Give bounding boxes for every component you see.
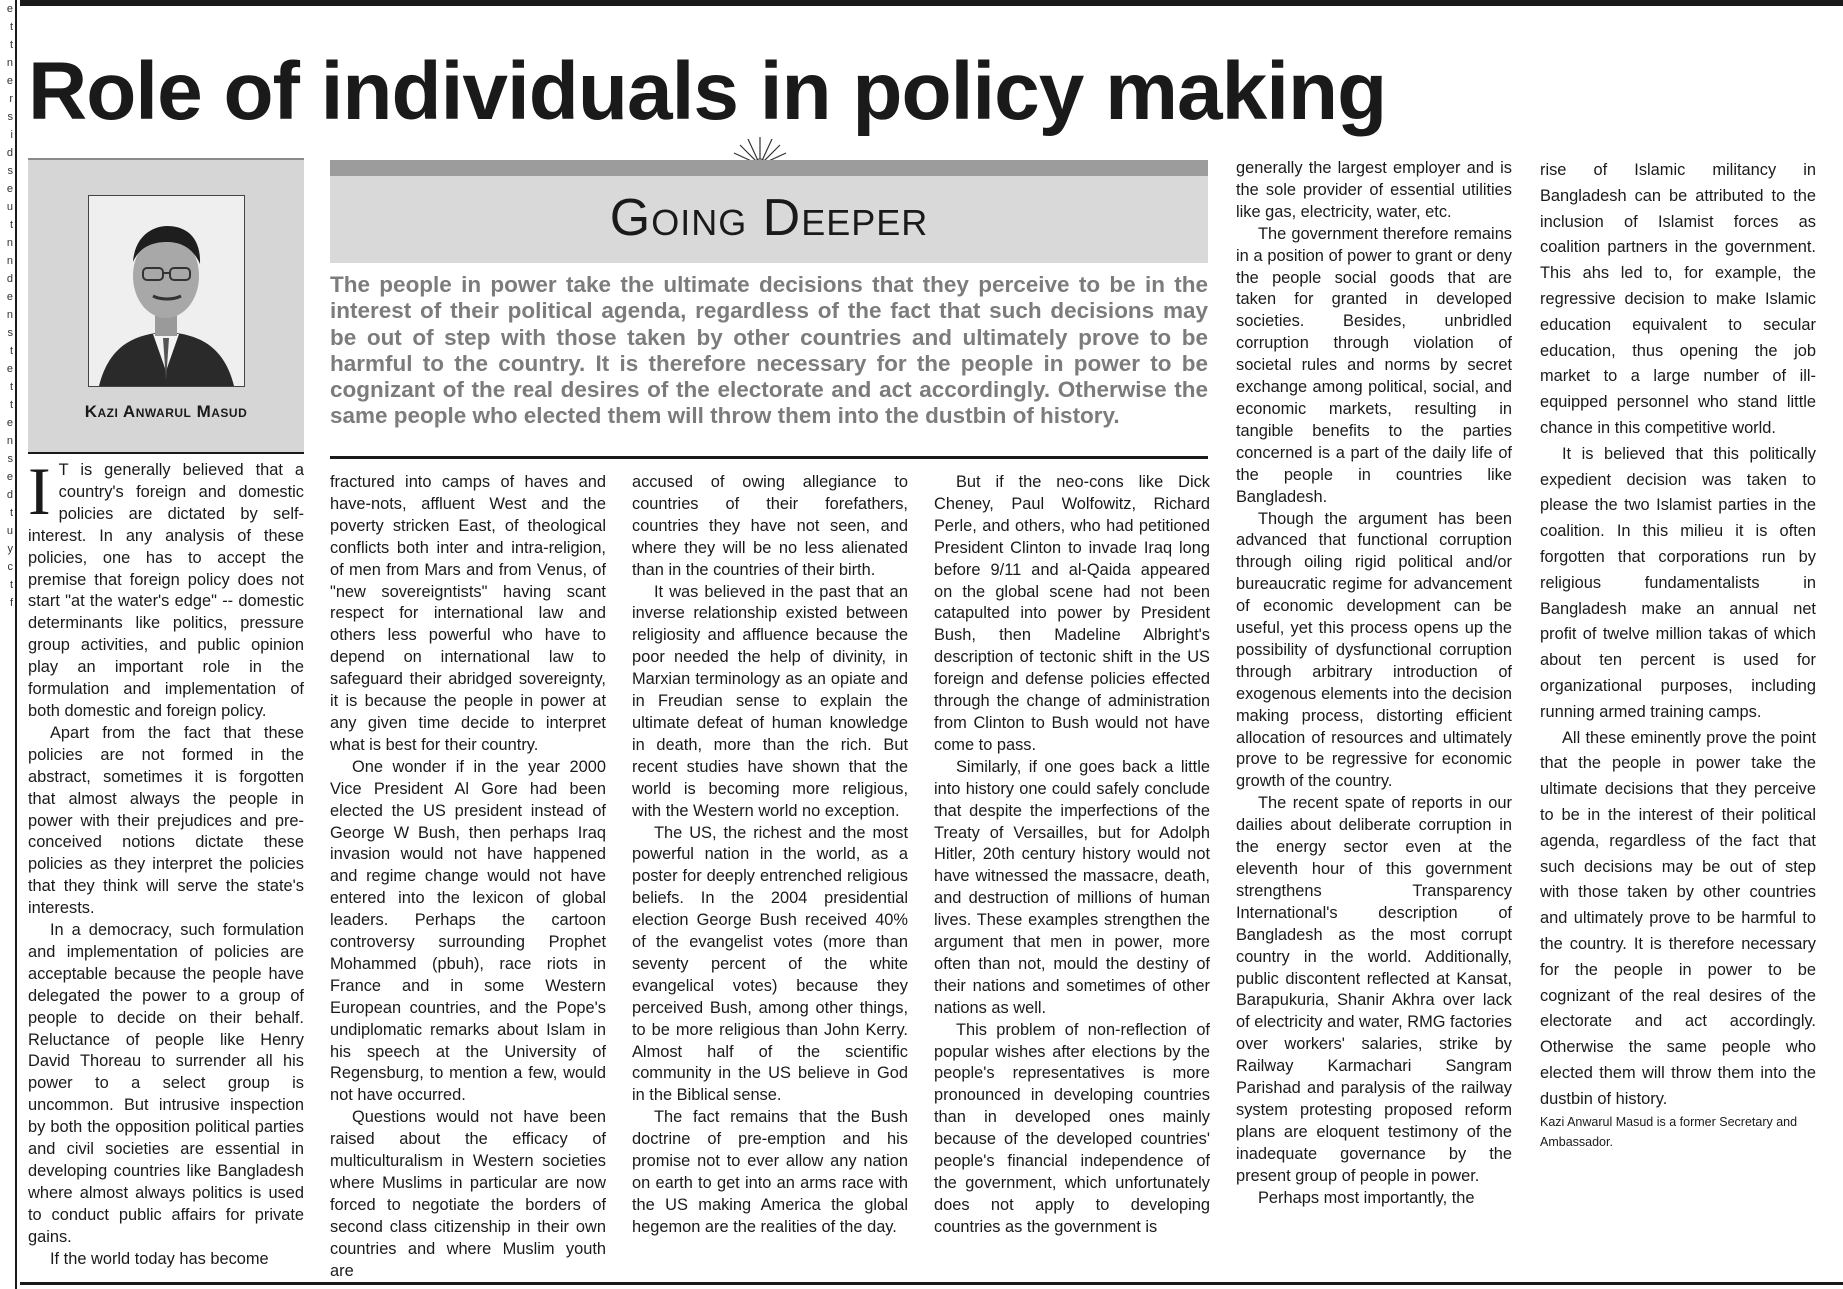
gutter-letter: n xyxy=(6,57,13,69)
paragraph: Questions would not have been raised about the efficacy of multiculturalism in Western societies where Muslims in particular are now forced to negotiate the borders of second class citizenship in their own countries and where Muslim youth are xyxy=(330,1108,606,1280)
gutter-letter: n xyxy=(6,237,13,249)
gutter-letter: t xyxy=(9,345,13,357)
gutter-letter: t xyxy=(9,21,13,33)
column-2 xyxy=(330,472,606,1282)
headline: Role of individuals in policy making xyxy=(28,46,1387,137)
gutter-letter: s xyxy=(7,327,13,339)
banner-stripe xyxy=(330,160,1208,176)
paragraph: It was believed in the past that an inverse relationship existed between religiosity and affluence because the poor needed the help of divinity, in Marxian terminology as an opiate and in Freudian sense to explain the ultimate defeat of human knowledge in death, more than the rich. But recent studies have shown that the world is becoming more religious, with the Western world no exception. xyxy=(632,582,908,820)
gutter-letter: n xyxy=(6,309,13,321)
gutter-letter: s xyxy=(7,165,13,177)
author-credit: Kazi Anwarul Masud is a former Secretary and Ambassador. xyxy=(1540,1115,1798,1150)
column-5 xyxy=(1236,158,1512,1282)
gutter-letter: s xyxy=(7,453,13,465)
paragraph: generally the largest employer and is the sole provider of essential utilities like gas, electricity, water, etc. xyxy=(1236,159,1512,221)
gutter-letter: d xyxy=(6,273,13,285)
paragraph: If the world today has become xyxy=(50,1249,269,1268)
gutter-letter: f xyxy=(9,597,13,609)
gutter-letter: u xyxy=(6,525,13,537)
paragraph: The recent spate of reports in our dailies about deliberate corruption in the energy sector even at the eleventh hour of this government strengthens Transparency International's description of Bangladesh as the most corrupt country in the world. Additionally, public discontent reflected at Kansat, Barapukuria, Shanir Akhra over lack of electricity and water, RMG factories over workers' salaries, strike by Railway Karmachari Sangram Parishad and paralysis of the railway system protesting proposed reform plans are eloquent testimony of the inadequate governance by the present group of people in power. xyxy=(1236,794,1512,1185)
gutter-letter: d xyxy=(6,147,13,159)
paragraph: The government therefore remains in a position of power to grant or deny the people social goods that are taken for granted in developed societies. Besides, unbridled corruption through violation of societal rules and norms by secret exchange among political, social, and economic markets, resulting in tangible benefits to the parties concerned is a part of the daily life of the people in countries like Bangladesh. xyxy=(1236,224,1512,506)
gutter-letter: e xyxy=(6,75,13,87)
paragraph: Similarly, if one goes back a little into history one could safely conclude that despite the imperfections of the Treaty of Versailles, but for Adolph Hitler, 20th century history would not have witnessed the massacre, death, and destruction of millions of human lives. These examples strengthen the argument that men in power, more often than not, mould the destiny of their nations and sometimes of other nations as well. xyxy=(934,757,1210,1017)
column-1 xyxy=(28,460,304,1282)
gutter-letter: n xyxy=(6,435,13,447)
gutter-letter: t xyxy=(9,39,13,51)
gutter-letter: t xyxy=(9,507,13,519)
top-rule xyxy=(20,0,1843,6)
paragraph: All these eminently prove the point that the people in power take the ultimate decisions that they perceive to be in the interest of their political agenda, regardless of the fact that such decisions may be out of step with those taken by other countries and ultimately prove to be harmful to the country. It is therefore necessary for the people in power to be cognizant of the real desires of the electorate and act accordingly. Otherwise the same people who elected them will throw them into the dustbin of history. xyxy=(1540,728,1816,1108)
gutter-letter: t xyxy=(9,399,13,411)
column-3 xyxy=(632,472,908,1282)
paragraph: rise of Islamic militancy in Bangladesh can be attributed to the inclusion of Islamist forces as coalition partners in the government. This ahs led to, for example, the regressive decision to make Islamic education equivalent to secular education, thus opening the job market to a large number of ill-equipped personnel who stand little chance in this competitive world. xyxy=(1540,161,1816,437)
paragraph: In a democracy, such formulation and implementation of policies are acceptable because the people have delegated the power to a group of people to decide on their behalf. Reluctance of people like Henry David Thoreau to surrender all his power to a select group is uncommon. But intrusive inspection by both the opposition political parties and civil societies are essential in developing countries like Bangladesh where almost always politics is used to conduct public affairs for private gains. xyxy=(28,921,304,1246)
paragraph: It is believed that this politically expedient decision was taken to please the two Islamist parties in the coalition. In this milieu it is often forgotten that corporations run by religious fundamentalists in Bangladesh make an annual net profit of twelve million takas of which about ten percent is used for organizational purposes, including running armed training camps. xyxy=(1540,444,1816,721)
deck-rule xyxy=(330,456,1208,459)
paragraph: Though the argument has been advanced that functional corruption through oiling rigid political and/or bureaucratic regime for advancement of economic development can be useful, yet this process opens up the possibility of dysfunctional corruption through arbitrary introduction of exogenous elements into the decision making process, distorting efficient allocation of resources and ultimately prove to be regressive for economic growth of the country. xyxy=(1236,509,1512,791)
author-box xyxy=(28,158,304,454)
gutter-letter: r xyxy=(9,93,13,105)
paragraph: The US, the richest and the most powerful nation in the world, as a poster for deeply entrenched religious beliefs. In the 2004 presidential election George Bush received 40% of the evangelist votes (more than seventy percent of the white evangelical votes) because they perceived Bush, among other things, to be more religious than John Kerry. Almost half of the scientific community in the US believe in God in the Biblical sense. xyxy=(632,823,908,1105)
author-name: Kazi Anwarul Masud xyxy=(84,402,248,421)
adjacent-column-edge xyxy=(0,0,17,1289)
gutter-letter: t xyxy=(9,579,13,591)
gutter-letter: t xyxy=(9,381,13,393)
paragraph: One wonder if in the year 2000 Vice President Al Gore had been elected the US president instead of George W Bush, then perhaps Iraq invasion would not have happened and regime change would not have entered into the lexicon of global leaders. Perhaps the cartoon controversy surrounding Prophet Mohammed (pbuh), race riots in France and in some Western European countries, and the Pope's undiplomatic remarks about Islam in his speech at the University of Regensburg, to mention a few, would not have occurred. xyxy=(330,757,606,1105)
gutter-letter: t xyxy=(9,219,13,231)
gutter-letter: s xyxy=(7,111,13,123)
column-6 xyxy=(1540,158,1816,1282)
paragraph: fractured into camps of haves and have-nots, affluent West and the poverty stricken East, of theological conflicts both inter and intra-religion, of men from Mars and from Venus, of "new sovereigntists" having scant respect for international law and others less powerful who have to depend on international law to safeguard their abridged sovereignty, it is because the people in power at any given time decide to interpret what is best for their country. xyxy=(330,473,606,754)
bottom-rule xyxy=(20,1282,1843,1285)
section-banner xyxy=(330,160,1208,263)
portrait-image xyxy=(89,196,244,386)
gutter-letter: e xyxy=(6,291,13,303)
gutter-letter: n xyxy=(6,255,13,267)
gutter-letter: y xyxy=(7,543,13,555)
gutter-letter: u xyxy=(6,201,13,213)
pull-quote: The people in power take the ultimate decisions that they perceive to be in the interest of their political agenda, regardless of the fact that such decisions may be out of step with those taken by other countries and ultimately prove to be harmful to the country. It is therefore necessary for the people in power to be cognizant of the real desires of the electorate and act accordingly. Otherwise the same people who elected them will throw them into the dustbin of history. xyxy=(330,272,1208,429)
paragraph: But if the neo-cons like Dick Cheney, Paul Wolfowitz, Richard Perle, and others, who had petitioned President Clinton to invade Iraq long before 9/11 and al-Qaida appeared on the global scene had not been catapulted into power by President Bush, then Madeline Albright's description of tectonic shift in the US foreign and defense policies effected through the change of administration from Clinton to Bush would not have come to pass. xyxy=(934,473,1210,754)
column-4 xyxy=(934,472,1210,1282)
gutter-letter: e xyxy=(6,363,13,375)
gutter-letter: e xyxy=(6,417,13,429)
paragraph: This problem of non-reflection of popular wishes after elections by the people's representatives is more pronounced in developing countries than in developed ones mainly because of the developed countries' people's financial independence of the government, which unfortunately does not apply to developing countries as the government is xyxy=(934,1020,1210,1236)
paragraph: Perhaps most importantly, the xyxy=(1258,1188,1475,1207)
gutter-letter: e xyxy=(6,183,13,195)
paragraph: The fact remains that the Bush doctrine of pre-emption and his promise not to ever allow any nation on earth to get into an arms race with the US making America the global hegemon are the realities of the day. xyxy=(632,1108,908,1236)
gutter-letter: c xyxy=(7,561,13,573)
gutter-letter: d xyxy=(6,489,13,501)
gutter-letter: i xyxy=(10,129,13,141)
gutter-letter: e xyxy=(6,471,13,483)
paragraph: I T is generally believed that a country's foreign and domestic policies are dictated by self-interest. In any analysis of these policies, one has to accept the premise that foreign policy does not start "at the water's edge" -- domestic determinants like politics, pressure group activities, and public opinion play an important role in the formulation and implementation of both domestic and foreign policy. xyxy=(28,460,304,720)
paragraph: Apart from the fact that these policies are not formed in the abstract, sometimes it is forgotten that almost always the people in power with their prejudices and pre-conceived notions dictate these policies as they interpret the policies that they think will serve the state's interests. xyxy=(28,723,304,918)
paragraph: accused of owing allegiance to countries of their forefathers, countries they have not seen, and where they will be no less alienated than in the countries of their birth. xyxy=(632,473,908,579)
author-photo xyxy=(88,195,245,387)
drop-cap: I xyxy=(28,460,51,529)
gutter-letter: e xyxy=(6,3,13,15)
section-title: Going Deeper xyxy=(609,189,929,247)
